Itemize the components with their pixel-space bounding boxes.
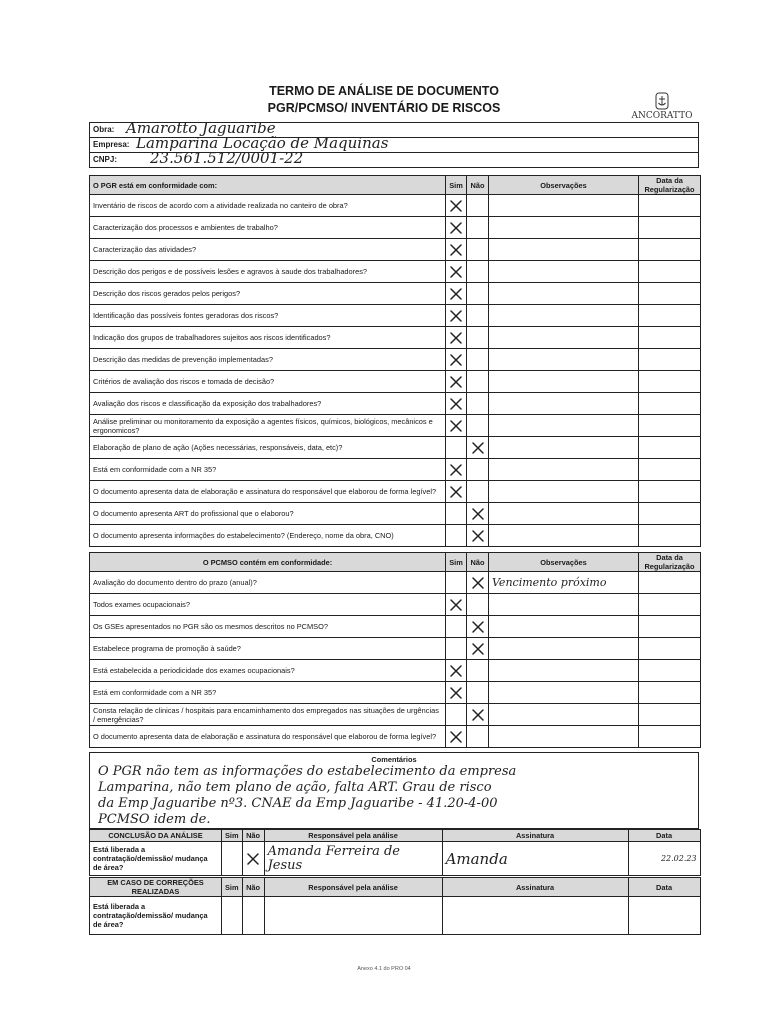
pgr-sim-checkbox[interactable]: [446, 261, 467, 283]
pgr-question: Identificação das possíveis fontes geradoras dos riscos?: [90, 305, 446, 327]
pcmso-nao-checkbox[interactable]: [467, 594, 489, 616]
pgr-row: [90, 503, 701, 525]
cnpj-row: [89, 149, 699, 168]
pcmso-nao-checkbox[interactable]: [467, 726, 489, 748]
conclusion-header-responsavel: Responsável pela análise: [264, 830, 442, 842]
x-mark-icon: [449, 730, 463, 744]
correcao-header-responsavel: Responsável pela análise: [264, 878, 442, 897]
x-mark-icon: [471, 441, 485, 455]
pcmso-header-obs: Observações: [489, 553, 639, 572]
pcmso-data-regularizacao[interactable]: [639, 572, 701, 594]
pgr-observacoes[interactable]: [489, 371, 639, 393]
pcmso-row: [90, 704, 701, 726]
x-mark-icon: [449, 309, 463, 323]
cnpj-value: 23.561.512/0001-22: [150, 149, 304, 167]
pgr-sim-checkbox[interactable]: [446, 503, 467, 525]
x-mark-icon: [449, 375, 463, 389]
pcmso-header-row: [90, 553, 701, 572]
pgr-header-obs: Observações: [489, 176, 639, 195]
x-mark-icon: [449, 664, 463, 678]
conclusion-assinatura: Amanda: [442, 842, 628, 876]
pcmso-row: [90, 638, 701, 660]
pgr-data-regularizacao[interactable]: [639, 503, 701, 525]
x-mark-icon: [449, 353, 463, 367]
x-mark-icon: [449, 463, 463, 477]
pcmso-data-regularizacao[interactable]: [639, 594, 701, 616]
pgr-sim-checkbox[interactable]: [446, 459, 467, 481]
pcmso-nao-checkbox[interactable]: [467, 572, 489, 594]
pgr-data-regularizacao[interactable]: [639, 459, 701, 481]
pcmso-sim-checkbox[interactable]: [446, 726, 467, 748]
pgr-nao-checkbox[interactable]: [467, 305, 489, 327]
pgr-row: [90, 283, 701, 305]
pgr-row: [90, 217, 701, 239]
pgr-observacoes[interactable]: [489, 239, 639, 261]
pgr-question: Descrição dos perigos e de possíveis lesões e agravos à saude dos trabalhadores?: [90, 261, 446, 283]
pgr-nao-checkbox[interactable]: [467, 261, 489, 283]
pgr-observacoes[interactable]: [489, 349, 639, 371]
logo-text: ANCORATTO: [631, 111, 693, 121]
pgr-observacoes[interactable]: [489, 327, 639, 349]
pgr-data-regularizacao[interactable]: [639, 349, 701, 371]
x-mark-icon: [449, 419, 463, 433]
pgr-observacoes[interactable]: [489, 217, 639, 239]
pcmso-data-regularizacao[interactable]: [639, 660, 701, 682]
pgr-sim-checkbox[interactable]: [446, 415, 467, 437]
pgr-question: Está em conformidade com a NR 35?: [90, 459, 446, 481]
x-mark-icon: [449, 686, 463, 700]
conclusion-header-label: CONCLUSÃO DA ANÁLISE: [90, 830, 222, 842]
comments-box: [89, 752, 699, 829]
conclusion-header-data: Data: [628, 830, 700, 842]
pgr-observacoes[interactable]: [489, 481, 639, 503]
pgr-sim-checkbox[interactable]: [446, 305, 467, 327]
pgr-row: [90, 371, 701, 393]
pcmso-nao-checkbox[interactable]: [467, 704, 489, 726]
correcao-nao-checkbox[interactable]: [242, 897, 264, 935]
obra-label: Obra:: [93, 125, 115, 134]
pgr-data-regularizacao[interactable]: [639, 283, 701, 305]
pgr-data-regularizacao[interactable]: [639, 481, 701, 503]
pgr-row: [90, 525, 701, 547]
pgr-data-regularizacao[interactable]: [639, 415, 701, 437]
pgr-observacoes[interactable]: [489, 195, 639, 217]
pcmso-question: Está em conformidade com a NR 35?: [90, 682, 446, 704]
correcao-header-data: Data: [628, 878, 700, 897]
pgr-sim-checkbox[interactable]: [446, 481, 467, 503]
pgr-question: Indicação dos grupos de trabalhadores sujeitos aos riscos identificados?: [90, 327, 446, 349]
pcmso-table-body: [90, 553, 701, 748]
correcao-row: [90, 897, 701, 935]
pcmso-header-sim: Sim: [446, 553, 467, 572]
pcmso-row: [90, 726, 701, 748]
pcmso-sim-checkbox[interactable]: [446, 682, 467, 704]
pgr-nao-checkbox[interactable]: [467, 437, 489, 459]
empresa-value: Lamparina Locação de Maquinas: [136, 134, 389, 152]
pgr-data-regularizacao[interactable]: [639, 437, 701, 459]
pcmso-sim-checkbox[interactable]: [446, 704, 467, 726]
x-mark-icon: [449, 243, 463, 257]
pgr-question: O documento apresenta informações do estabelecimento? (Endereço, nome da obra, CNO): [90, 525, 446, 547]
pcmso-data-regularizacao[interactable]: [639, 704, 701, 726]
correcao-table: [89, 877, 701, 935]
obra-value: Amarotto Jaguaribe: [126, 119, 276, 137]
pcmso-checklist-table: [89, 552, 701, 748]
pcmso-header-nao: Não: [467, 553, 489, 572]
pcmso-question: Os GSEs apresentados no PGR são os mesmos descritos no PCMSO?: [90, 616, 446, 638]
pgr-sim-checkbox[interactable]: [446, 393, 467, 415]
pcmso-question: Estabelece programa de promoção à saúde?: [90, 638, 446, 660]
pgr-data-regularizacao[interactable]: [639, 195, 701, 217]
pgr-header-data: Data da Regularização: [639, 176, 701, 195]
pcmso-observacoes[interactable]: [489, 704, 639, 726]
conclusion-header-assinatura: Assinatura: [442, 830, 628, 842]
pcmso-row: [90, 682, 701, 704]
pcmso-question: Está estabelecida a periodicidade dos exames ocupacionais?: [90, 660, 446, 682]
pcmso-observacoes[interactable]: [489, 594, 639, 616]
pgr-header-row: [90, 176, 701, 195]
conclusion-header-nao: Não: [242, 830, 264, 842]
title-line-2: PGR/PCMSO/ INVENTÁRIO DE RISCOS: [267, 101, 501, 115]
comment-line: da Emp Jaguaribe nº3. CNAE da Emp Jaguaribe - 41.20-4-00: [98, 796, 498, 811]
pgr-question: Caracterização dos processos e ambientes de trabalho?: [90, 217, 446, 239]
correcao-assinatura[interactable]: [442, 897, 628, 935]
pgr-row: [90, 349, 701, 371]
pgr-question: Descrição das medidas de prevenção implementadas?: [90, 349, 446, 371]
pgr-row: [90, 437, 701, 459]
pgr-row: [90, 195, 701, 217]
pgr-sim-checkbox[interactable]: [446, 217, 467, 239]
x-mark-icon: [449, 331, 463, 345]
x-mark-icon: [471, 708, 485, 722]
x-mark-icon: [449, 287, 463, 301]
pgr-sim-checkbox[interactable]: [446, 525, 467, 547]
pgr-question: Descrição dos riscos gerados pelos perigos?: [90, 283, 446, 305]
pgr-header-sim: Sim: [446, 176, 467, 195]
footer-annex-label: Anexo 4.1 do PRO 04: [357, 966, 411, 972]
pcmso-header-label: O PCMSO contém em conformidade:: [90, 553, 446, 572]
pgr-observacoes[interactable]: [489, 415, 639, 437]
pgr-data-regularizacao[interactable]: [639, 371, 701, 393]
x-mark-icon: [471, 576, 485, 590]
comment-line: Lamparina, não tem plano de ação, falta ART. Grau de risco: [98, 780, 492, 795]
pgr-observacoes[interactable]: [489, 393, 639, 415]
correcao-sim-checkbox[interactable]: [222, 897, 243, 935]
pgr-observacoes[interactable]: [489, 305, 639, 327]
pgr-header-nao: Não: [467, 176, 489, 195]
pgr-nao-checkbox[interactable]: [467, 503, 489, 525]
conclusion-responsavel: Amanda Ferreira de Jesus: [264, 842, 442, 876]
pgr-nao-checkbox[interactable]: [467, 393, 489, 415]
pgr-header-label: O PGR está em conformidade com:: [90, 176, 446, 195]
cnpj-label: CNPJ:: [93, 155, 118, 164]
pgr-nao-checkbox[interactable]: [467, 371, 489, 393]
correcao-responsavel[interactable]: [264, 897, 442, 935]
pcmso-observacoes[interactable]: Vencimento próximo: [489, 572, 639, 594]
pcmso-observacoes[interactable]: [489, 660, 639, 682]
ancoratto-logo: [630, 92, 694, 121]
pcmso-question: O documento apresenta data de elaboração e assinatura do responsável que elaborou de forma legível?: [90, 726, 446, 748]
pcmso-question: Consta relação de clinicas / hospitais para encaminhamento dos empregados nas situações de urgências / emergências?: [90, 704, 446, 726]
logo-emblem-icon: [654, 92, 670, 110]
pcmso-question: Todos exames ocupacionais?: [90, 594, 446, 616]
pcmso-row: [90, 594, 701, 616]
pgr-question: Caracterização das atividades?: [90, 239, 446, 261]
pgr-sim-checkbox[interactable]: [446, 239, 467, 261]
pgr-table-body: [90, 176, 701, 547]
comment-line: O PGR não tem as informações do estabelecimento da empresa: [98, 764, 517, 779]
correcao-data[interactable]: [628, 897, 700, 935]
x-mark-icon: [471, 642, 485, 656]
pgr-observacoes[interactable]: [489, 261, 639, 283]
pgr-nao-checkbox[interactable]: [467, 525, 489, 547]
pgr-nao-checkbox[interactable]: [467, 327, 489, 349]
pgr-observacoes[interactable]: [489, 437, 639, 459]
x-mark-icon: [449, 598, 463, 612]
correcao-header-assinatura: Assinatura: [442, 878, 628, 897]
pgr-data-regularizacao[interactable]: [639, 393, 701, 415]
pcmso-row: [90, 572, 701, 594]
pgr-nao-checkbox[interactable]: [467, 195, 489, 217]
pgr-observacoes[interactable]: [489, 283, 639, 305]
comment-line: PCMSO idem de.: [98, 812, 211, 827]
pgr-data-regularizacao[interactable]: [639, 327, 701, 349]
pgr-sim-checkbox[interactable]: [446, 371, 467, 393]
pcmso-nao-checkbox[interactable]: [467, 616, 489, 638]
pgr-row: [90, 481, 701, 503]
conclusion-row: [90, 842, 701, 876]
pcmso-nao-checkbox[interactable]: [467, 638, 489, 660]
pgr-question: Avaliação dos riscos e classificação da exposição dos trabalhadores?: [90, 393, 446, 415]
x-mark-icon: [449, 221, 463, 235]
conclusion-header-sim: Sim: [222, 830, 243, 842]
conclusion-question: Está liberada a contratação/demissão/ mudança de área?: [90, 842, 222, 876]
pgr-observacoes[interactable]: [489, 459, 639, 481]
pcmso-row: [90, 660, 701, 682]
comments-text: [98, 764, 698, 828]
pgr-nao-checkbox[interactable]: [467, 283, 489, 305]
empresa-label: Empresa:: [93, 140, 130, 149]
pcmso-sim-checkbox[interactable]: [446, 594, 467, 616]
pcmso-question: Avaliação do documento dentro do prazo (anual)?: [90, 572, 446, 594]
pgr-data-regularizacao[interactable]: [639, 525, 701, 547]
correcao-header-sim: Sim: [222, 878, 243, 897]
pgr-question: O documento apresenta data de elaboração e assinatura do responsável que elaborou de forma legível?: [90, 481, 446, 503]
x-mark-icon: [449, 199, 463, 213]
pgr-question: Análise preliminar ou monitoramento da exposição a agentes físicos, químicos, biológicos, mecânicos e ergonomicos?: [90, 415, 446, 437]
x-mark-icon: [449, 397, 463, 411]
pcmso-sim-checkbox[interactable]: [446, 660, 467, 682]
pgr-nao-checkbox[interactable]: [467, 459, 489, 481]
pgr-row: [90, 327, 701, 349]
x-mark-icon: [449, 265, 463, 279]
pgr-nao-checkbox[interactable]: [467, 349, 489, 371]
pgr-question: O documento apresenta ART do profissional que o elaborou?: [90, 503, 446, 525]
pgr-data-regularizacao[interactable]: [639, 305, 701, 327]
pgr-nao-checkbox[interactable]: [467, 415, 489, 437]
x-mark-icon: [471, 507, 485, 521]
pgr-sim-checkbox[interactable]: [446, 283, 467, 305]
pgr-data-regularizacao[interactable]: [639, 239, 701, 261]
title-line-1: TERMO DE ANÁLISE DE DOCUMENTO: [269, 84, 499, 98]
pcmso-sim-checkbox[interactable]: [446, 572, 467, 594]
pgr-row: [90, 261, 701, 283]
pcmso-observacoes[interactable]: [489, 682, 639, 704]
pgr-nao-checkbox[interactable]: [467, 217, 489, 239]
correcao-question: Está liberada a contratação/demissão/ mudança de área?: [90, 897, 222, 935]
pgr-row: [90, 459, 701, 481]
pgr-row: [90, 239, 701, 261]
pcmso-data-regularizacao[interactable]: [639, 726, 701, 748]
pcmso-nao-checkbox[interactable]: [467, 682, 489, 704]
pgr-data-regularizacao[interactable]: [639, 261, 701, 283]
pgr-row: [90, 393, 701, 415]
pcmso-data-regularizacao[interactable]: [639, 682, 701, 704]
pcmso-observacoes[interactable]: [489, 726, 639, 748]
pgr-checklist-table: [89, 175, 701, 547]
pgr-question: Inventário de riscos de acordo com a atividade realizada no canteiro de obra?: [90, 195, 446, 217]
pcmso-row: [90, 616, 701, 638]
pgr-sim-checkbox[interactable]: [446, 437, 467, 459]
pcmso-data-regularizacao[interactable]: [639, 638, 701, 660]
pgr-observacoes[interactable]: [489, 525, 639, 547]
conclusion-data: 22.02.23: [628, 842, 700, 876]
pcmso-sim-checkbox[interactable]: [446, 638, 467, 660]
conclusion-table: [89, 829, 701, 876]
pgr-sim-checkbox[interactable]: [446, 327, 467, 349]
pgr-observacoes[interactable]: [489, 503, 639, 525]
correcao-header-nao: Não: [242, 878, 264, 897]
pgr-question: Elaboração de plano de ação (Ações necessárias, responsáveis, data, etc)?: [90, 437, 446, 459]
x-mark-icon: [449, 485, 463, 499]
pcmso-data-regularizacao[interactable]: [639, 616, 701, 638]
pgr-question: Critérios de avaliação dos riscos e tomada de decisão?: [90, 371, 446, 393]
pcmso-observacoes[interactable]: [489, 616, 639, 638]
pcmso-sim-checkbox[interactable]: [446, 616, 467, 638]
x-mark-icon: [471, 620, 485, 634]
correcao-header-row: [90, 878, 701, 897]
conclusion-header-row: [90, 830, 701, 842]
comments-title: Comentários: [371, 755, 417, 764]
x-mark-icon: [471, 529, 485, 543]
pgr-sim-checkbox[interactable]: [446, 349, 467, 371]
conclusion-nao-checkbox[interactable]: [242, 842, 264, 876]
pcmso-nao-checkbox[interactable]: [467, 660, 489, 682]
header-fields: [89, 119, 699, 168]
pgr-sim-checkbox[interactable]: [446, 195, 467, 217]
pgr-data-regularizacao[interactable]: [639, 217, 701, 239]
pgr-row: [90, 415, 701, 437]
correcao-header-label: EM CASO DE CORREÇÕES REALIZADAS: [90, 878, 222, 897]
pcmso-observacoes[interactable]: [489, 638, 639, 660]
x-mark-icon: [246, 852, 260, 866]
conclusion-sim-checkbox[interactable]: [222, 842, 243, 876]
pgr-nao-checkbox[interactable]: [467, 239, 489, 261]
pgr-nao-checkbox[interactable]: [467, 481, 489, 503]
pgr-row: [90, 305, 701, 327]
pcmso-header-data: Data da Regularização: [639, 553, 701, 572]
